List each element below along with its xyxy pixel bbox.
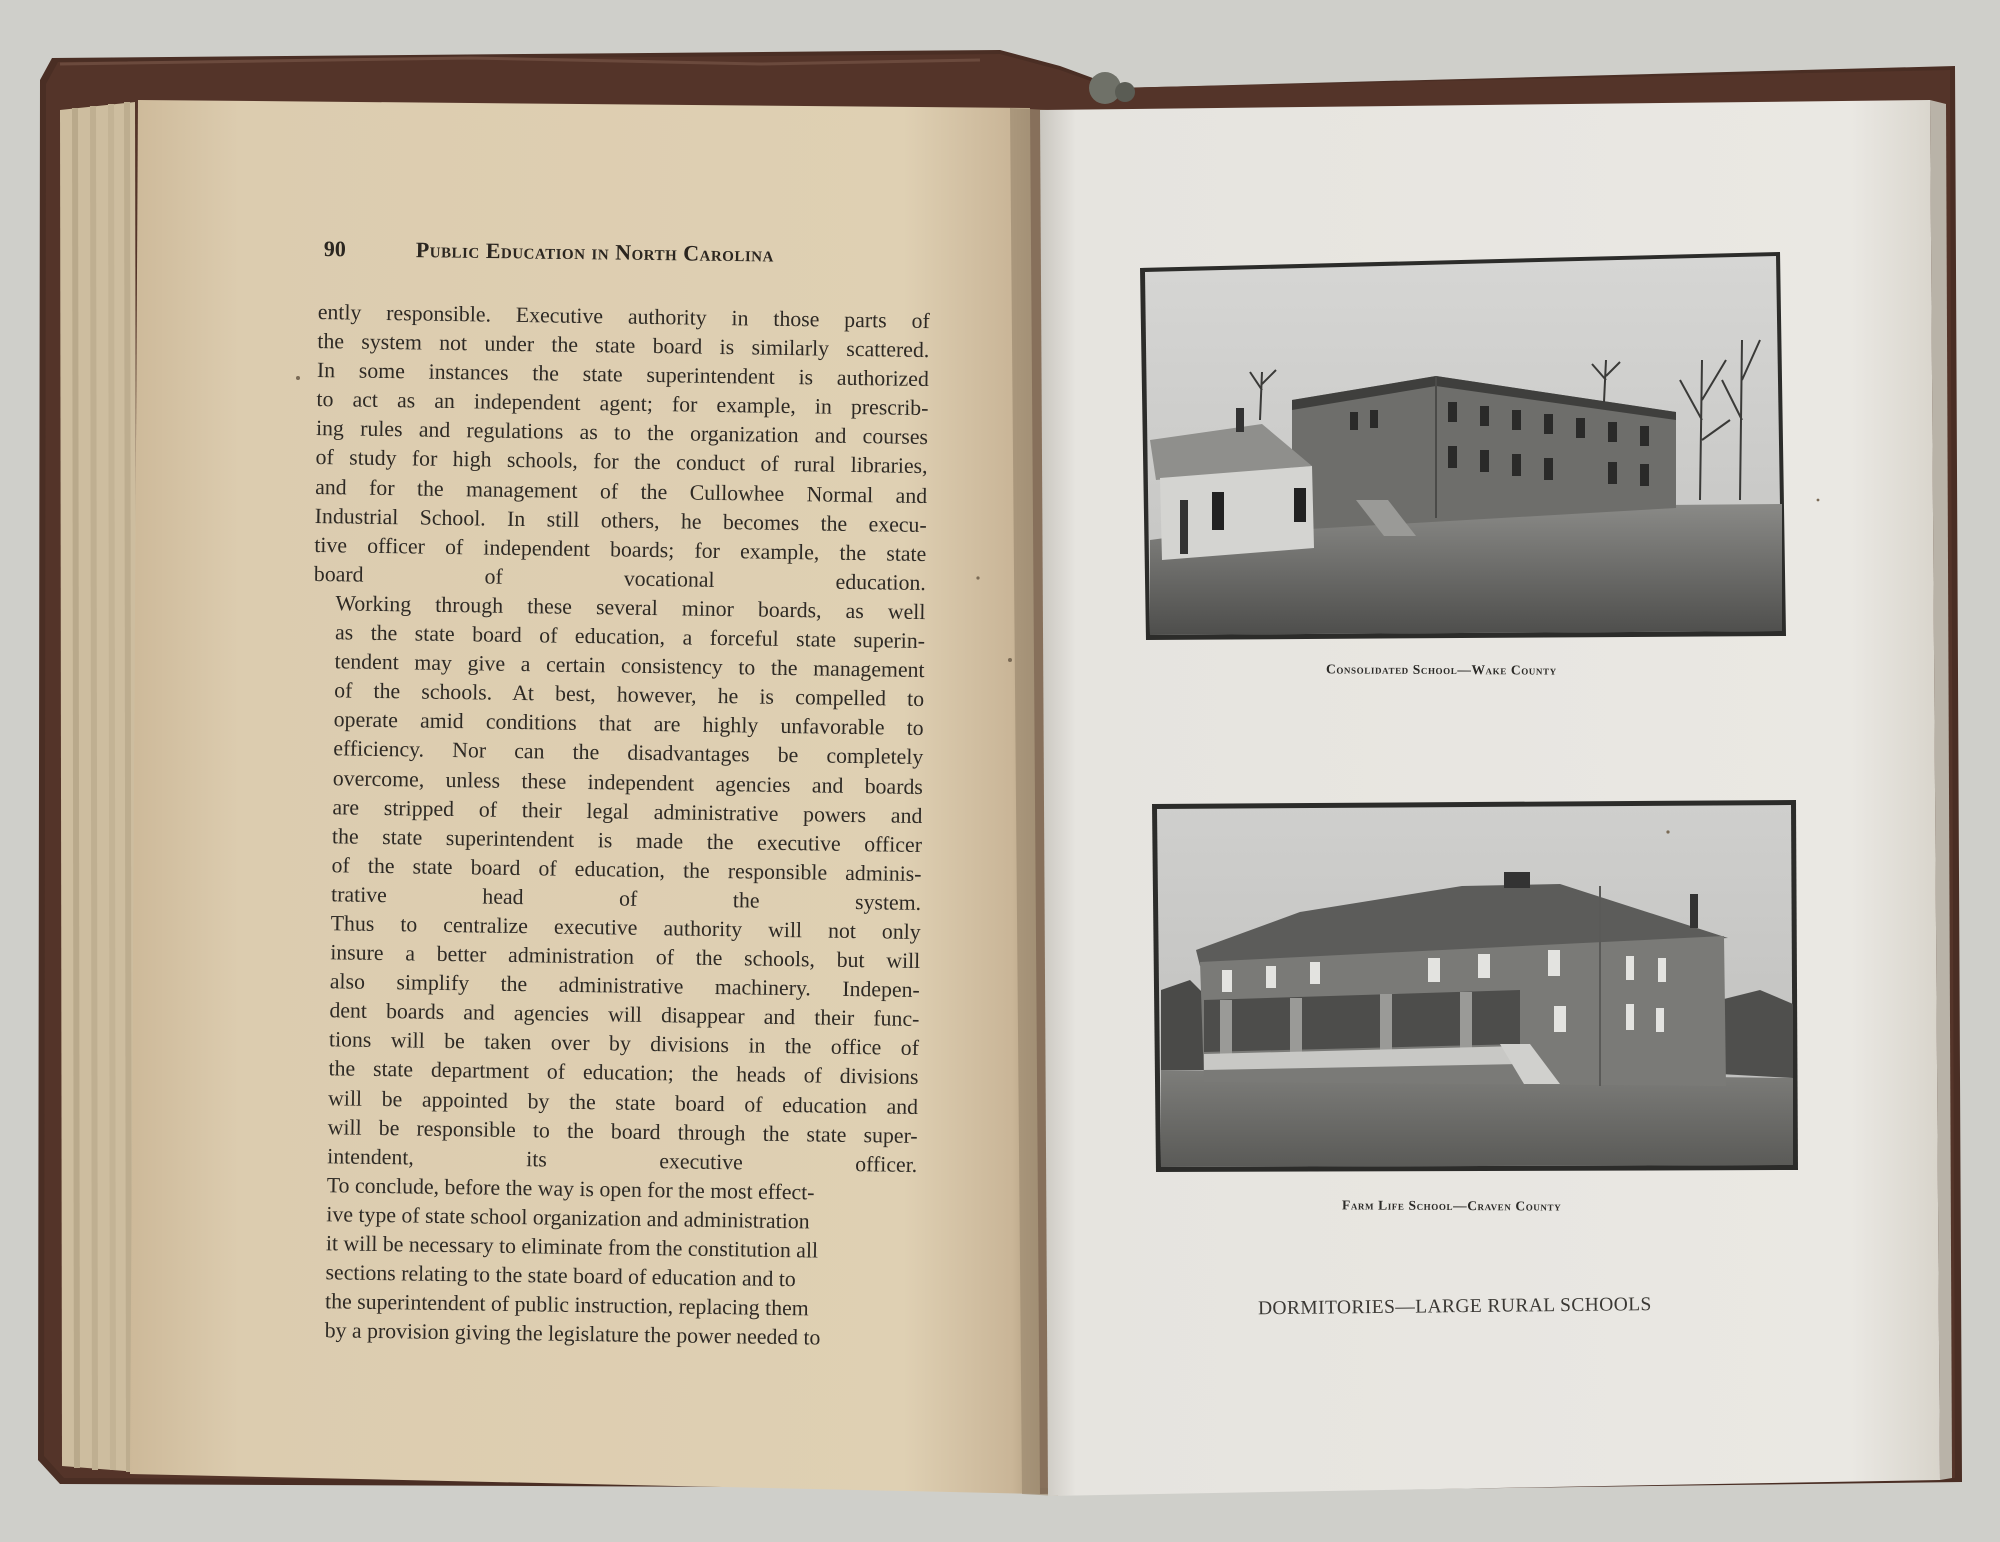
running-head: Public Education in North Carolina (415, 237, 775, 267)
text-line: ive type of state school organization and administration (326, 1202, 810, 1234)
text-line: Industrial School. In still others, he becomes the execu- (314, 503, 927, 537)
photo-consolidated-school (1140, 252, 1786, 640)
text-line: to act as an independent agent; for example, in prescrib- (316, 387, 929, 421)
text-line: trative head of the system. (330, 882, 922, 915)
text-line: efficiency. Nor can the disadvantages be completely (333, 736, 924, 770)
text-line: of study for high schools, for the conduct of rural libraries, (315, 445, 928, 479)
text-line: intendent, its executive officer. (327, 1143, 918, 1177)
text-line: tendent may give a certain consistency to the management (334, 649, 925, 683)
paragraph-1 (314, 298, 930, 598)
text-line: of the schools. At best, however, he is compelled to (334, 678, 925, 712)
left-page-edges (60, 102, 138, 1472)
photo-farm-life-school (1152, 800, 1798, 1172)
text-line: the state department of education; the heads of divisions (328, 1056, 919, 1090)
text-line: the superintendent of public instruction, replacing them (324, 1289, 809, 1321)
text-line: insure a better administration of the schools, but will (330, 940, 921, 974)
text-line: will be responsible to the board through the state super- (327, 1114, 918, 1148)
plate-title: DORMITORIES—LARGE RURAL SCHOOLS (1257, 1294, 1652, 1320)
text-line: To conclude, before the way is open for the most effect- (326, 1173, 815, 1205)
text-line: are stripped of their legal administrative powers and (332, 794, 923, 828)
text-line: tive officer of independent boards; for example, the state (314, 532, 927, 566)
photo-caption-top: Consolidated School—Wake County (1325, 661, 1557, 678)
text-line: dent boards and agencies will disappear and their func- (329, 998, 920, 1032)
text-line: Thus to centralize executive authority will not only (330, 911, 921, 944)
text-line: will be appointed by the state board of education and (327, 1085, 919, 1119)
paragraph-4 (302, 1171, 917, 1355)
text-line: by a provision giving the legislature the power needed to (324, 1318, 821, 1350)
text-line: operate amid conditions that are highly unfavorable to (333, 707, 924, 741)
text-line: ing rules and regulations as to the organization and courses (315, 416, 929, 450)
text-line: board of vocational education. (313, 561, 927, 595)
text-line: the state superintendent is made the executive officer (331, 823, 923, 857)
page-number: 90 (323, 236, 346, 262)
text-line: ently responsible. Executive authority in those parts of (317, 299, 930, 334)
text-line: the system not under the state board is similarly scattered. (317, 329, 930, 363)
photo-caption-bottom: Farm Life School—Craven County (1341, 1197, 1562, 1214)
text-line: it will be necessary to eliminate from the constitution all (325, 1231, 819, 1263)
paragraph-3 (305, 909, 921, 1180)
text-line: and for the management of the Cullowhee Normal and (315, 474, 928, 508)
text-line: sections relating to the state board of education and to (325, 1260, 796, 1292)
text-line: as the state board of education, a forceful state superin- (334, 620, 926, 654)
text-line: Working through these several minor boards, as well (335, 591, 926, 624)
text-line: In some instances the state superintendent is authorized (316, 358, 930, 392)
paragraph-2 (309, 589, 926, 918)
text-line: tions will be taken over by divisions in the office of (328, 1027, 920, 1061)
body-text (302, 298, 929, 1354)
text-line: of the state board of education, the responsible adminis- (331, 853, 922, 886)
text-line: also simplify the administrative machinery. Indepen- (329, 969, 920, 1003)
text-line: overcome, unless these independent agencies and boards (332, 765, 923, 799)
